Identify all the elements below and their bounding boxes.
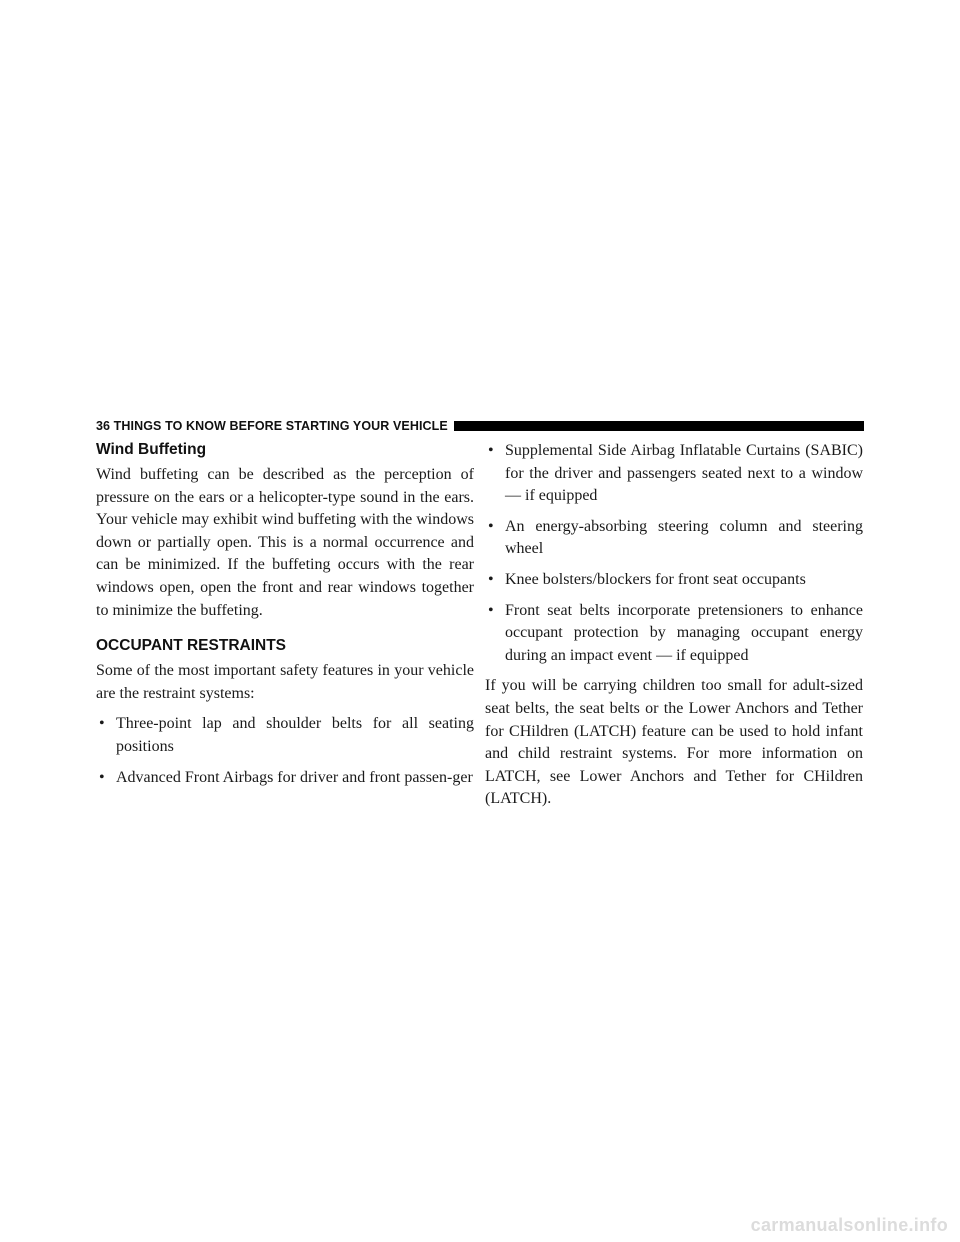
list-item	[485, 569, 863, 592]
wind-buffeting-heading: Wind Buffeting	[96, 441, 207, 458]
left-column	[96, 440, 474, 797]
right-column	[485, 440, 863, 811]
wind-buffeting-paragraph: Wind buffeting can be described as the perception of pressure on the ears or a helicopter-type sound in the ears. Your vehicle may exhibit wind buffeting with the windows down or partially open. This is a normal occurrence and can be minimized. If the buffeting occurs with the rear windows open, open the front and rear windows together to minimize the buffeting.	[96, 466, 474, 619]
bullet-icon: •	[99, 768, 105, 786]
restraints-bullet-list-right	[485, 440, 863, 667]
restraints-intro-paragraph: Some of the most important safety features in your vehicle are the restraint systems:	[96, 662, 474, 702]
list-item	[485, 600, 863, 668]
list-item	[96, 713, 474, 758]
latch-paragraph: If you will be carrying children too small for adult-sized seat belts, the seat belts or the Lower Anchors and Tether for CHildren (LATCH) feature can be used to hold infant and child restraint systems. For more information on LATCH, see Lower Anchors and Tether for CHildren (LATCH).	[485, 677, 863, 808]
list-item-text: Supplemental Side Airbag Inflatable Curtains (SABIC) for the driver and passengers seated next to a window — if equipped	[505, 442, 863, 505]
list-item-text: Three-point lap and shoulder belts for all seating positions	[116, 715, 474, 755]
occupant-restraints-heading: OCCUPANT RESTRAINTS	[96, 637, 287, 655]
bullet-icon: •	[488, 517, 494, 535]
page-header	[96, 418, 864, 434]
bullet-icon: •	[488, 442, 494, 459]
list-item-text: Advanced Front Airbags for driver and front passen-ger	[116, 768, 473, 786]
list-item-text: An energy-absorbing steering column and steering wheel	[505, 517, 863, 558]
list-item	[485, 516, 863, 561]
list-item-text: Knee bolsters/blockers for front seat occupants	[505, 570, 806, 588]
list-item	[96, 767, 474, 790]
list-item	[485, 440, 863, 508]
bullet-icon: •	[488, 601, 494, 619]
list-item-text: Front seat belts incorporate pretensioners to enhance occupant protection by managing occupant energy during an impact event — if equipped	[505, 601, 863, 664]
site-watermark: carmanualsonline.info	[750, 1215, 948, 1235]
restraints-bullet-list-left	[96, 713, 474, 789]
page-number-and-title: 36 THINGS TO KNOW BEFORE STARTING YOUR VEHICLE	[96, 419, 448, 433]
bullet-icon: •	[488, 570, 494, 588]
bullet-icon: •	[99, 715, 105, 733]
header-rule-bar	[454, 421, 864, 431]
